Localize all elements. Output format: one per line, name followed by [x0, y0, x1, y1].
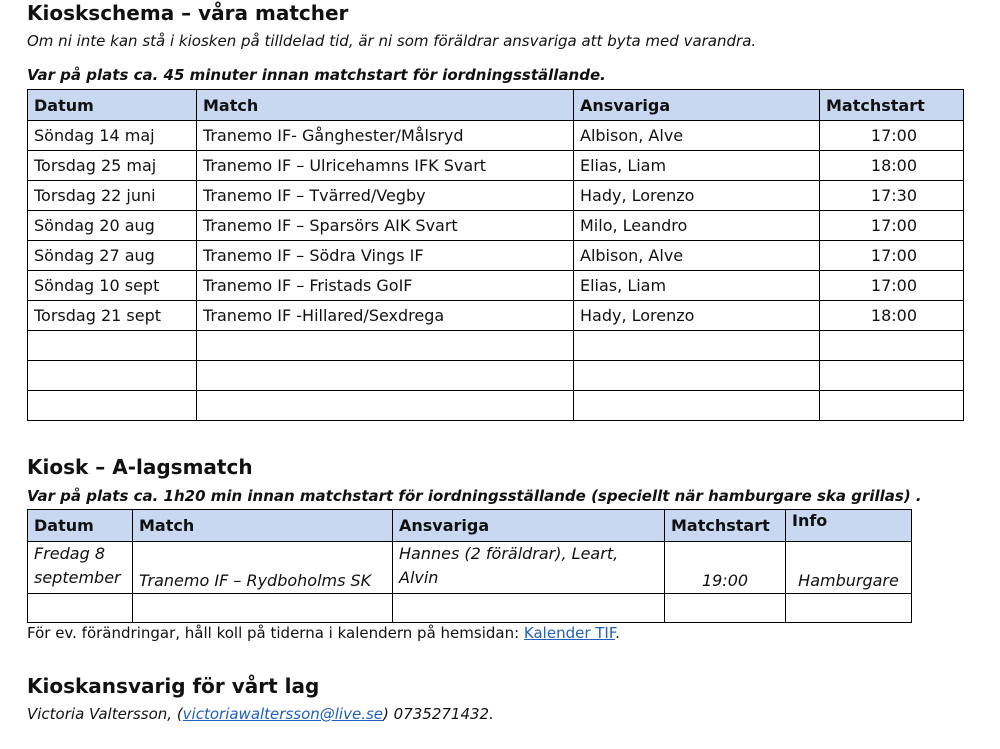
- contact-name: Victoria Valtersson, (: [27, 705, 183, 723]
- table-row: [28, 151, 964, 181]
- col-header-matchstart: Matchstart: [665, 510, 786, 542]
- cell-responsible: Hady, Lorenzo: [574, 181, 820, 211]
- empty-cell: [393, 594, 665, 623]
- empty-row: [28, 361, 964, 391]
- cell-date: Söndag 14 maj: [28, 121, 197, 151]
- cell-responsible: Milo, Leandro: [574, 211, 820, 241]
- arrival-note-1: Var på plats ca. 45 minuter innan matchstart för iordningsställande.: [27, 66, 606, 84]
- table-row: [28, 542, 912, 594]
- col-header-info: Info: [786, 510, 912, 542]
- cell-match: Tranemo IF- Gånghester/Målsryd: [197, 121, 574, 151]
- calendar-link[interactable]: Kalender TIF: [523, 624, 616, 642]
- cell-date: Torsdag 21 sept: [28, 301, 197, 331]
- cell-date: Fredag 8 september: [28, 542, 133, 594]
- cell-responsible: Elias, Liam: [574, 271, 820, 301]
- cell-responsible: Elias, Liam: [574, 151, 820, 181]
- intro-text: Om ni inte kan stå i kiosken på tilldelad tid, är ni som föräldrar ansvariga att byta med varandra.: [27, 32, 757, 50]
- empty-cell: [28, 361, 197, 391]
- table-row: [28, 301, 964, 331]
- col-header-matchstart: Matchstart: [820, 90, 964, 121]
- empty-cell: [786, 594, 912, 623]
- empty-cell: [197, 391, 574, 421]
- cell-date: Torsdag 22 juni: [28, 181, 197, 211]
- cell-responsible: Hannes (2 föräldrar), Leart, Alvin: [393, 542, 665, 594]
- empty-cell: [197, 331, 574, 361]
- empty-cell: [28, 391, 197, 421]
- cell-date: Söndag 10 sept: [28, 271, 197, 301]
- cell-date: Söndag 27 aug: [28, 241, 197, 271]
- empty-cell: [820, 361, 964, 391]
- col-header-match: Match: [133, 510, 393, 542]
- a-lag-kiosk-table: [27, 509, 912, 623]
- table-row: [28, 121, 964, 151]
- cell-match: Tranemo IF – Södra Vings IF: [197, 241, 574, 271]
- empty-cell: [574, 391, 820, 421]
- empty-cell: [574, 331, 820, 361]
- empty-cell: [133, 594, 393, 623]
- cell-responsible: Albison, Alve: [574, 121, 820, 151]
- empty-cell: [820, 331, 964, 361]
- cell-start: 17:30: [820, 181, 964, 211]
- empty-row: [28, 594, 912, 623]
- col-header-datum: Datum: [28, 90, 197, 121]
- cell-start: 17:00: [820, 271, 964, 301]
- cell-responsible: Hady, Lorenzo: [574, 301, 820, 331]
- empty-cell: [820, 391, 964, 421]
- cell-match: Tranemo IF – Fristads GoIF: [197, 271, 574, 301]
- table-header-row: [28, 90, 964, 121]
- table-row: [28, 211, 964, 241]
- cell-match: Tranemo IF – Rydboholms SK: [133, 542, 393, 594]
- col-header-ansvariga: Ansvariga: [393, 510, 665, 542]
- cell-start: 18:00: [820, 151, 964, 181]
- empty-cell: [28, 331, 197, 361]
- table-row: [28, 271, 964, 301]
- email-link[interactable]: victoriawaltersson@live.se: [182, 705, 384, 723]
- cell-start: 19:00: [665, 542, 786, 594]
- empty-cell: [665, 594, 786, 623]
- cell-match: Tranemo IF – Sparsörs AIK Svart: [197, 211, 574, 241]
- cell-info: Hamburgare: [786, 542, 912, 594]
- cell-date: Torsdag 25 maj: [28, 151, 197, 181]
- cell-match: Tranemo IF – Ulricehamns IFK Svart: [197, 151, 574, 181]
- table-row: [28, 181, 964, 211]
- arrival-note-2: Var på plats ca. 1h20 min innan matchstart för iordningsställande (speciellt när hamburgare ska grillas) .: [27, 487, 922, 505]
- table-header-row: [28, 510, 912, 542]
- empty-cell: [574, 361, 820, 391]
- empty-cell: [197, 361, 574, 391]
- section-title-kioskansvarig: Kioskansvarig för vårt lag: [27, 674, 320, 698]
- empty-row: [28, 391, 964, 421]
- empty-row: [28, 331, 964, 361]
- changes-end: .: [615, 624, 620, 642]
- col-header-datum: Datum: [28, 510, 133, 542]
- cell-start: 17:00: [820, 241, 964, 271]
- changes-note: [27, 624, 620, 642]
- changes-text: För ev. förändringar, håll koll på tiderna i kalendern på hemsidan:: [27, 624, 524, 642]
- cell-responsible: Albison, Alve: [574, 241, 820, 271]
- col-header-match: Match: [197, 90, 574, 121]
- page-title: Kioskschema – våra matcher: [27, 1, 349, 25]
- cell-start: 17:00: [820, 121, 964, 151]
- cell-match: Tranemo IF -Hillared/Sexdrega: [197, 301, 574, 331]
- empty-cell: [28, 594, 133, 623]
- contact-line: [27, 705, 494, 723]
- cell-match: Tranemo IF – Tvärred/Vegby: [197, 181, 574, 211]
- col-header-ansvariga: Ansvariga: [574, 90, 820, 121]
- cell-start: 18:00: [820, 301, 964, 331]
- section-title-a-lag: Kiosk – A-lagsmatch: [27, 455, 253, 479]
- kiosk-schedule-table: [27, 89, 964, 421]
- cell-date: Söndag 20 aug: [28, 211, 197, 241]
- cell-start: 17:00: [820, 211, 964, 241]
- contact-phone: ) 0735271432.: [383, 705, 494, 723]
- table-row: [28, 241, 964, 271]
